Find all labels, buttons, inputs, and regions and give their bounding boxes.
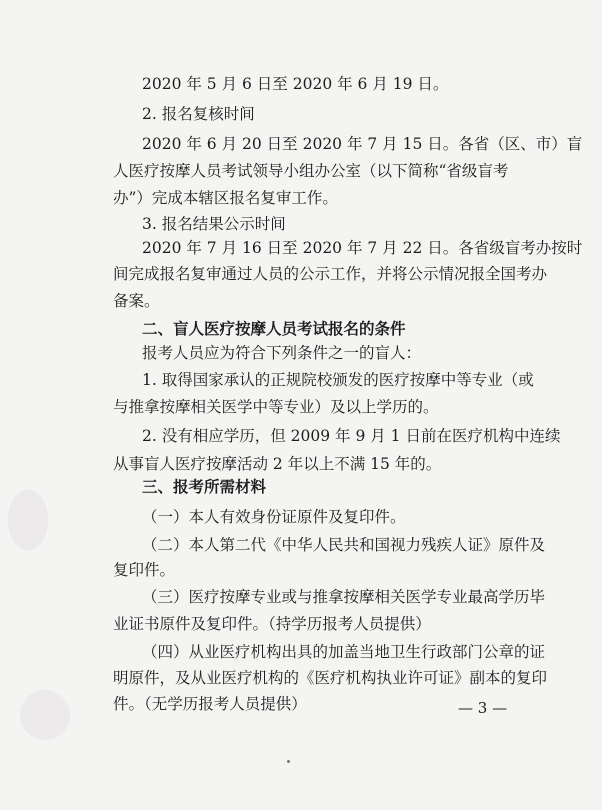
page-number: — 3 — <box>458 699 508 717</box>
text-line: 报考人员应为符合下列条件之一的盲人： <box>142 344 422 362</box>
scan-smudge <box>20 690 70 740</box>
text-line: 从事盲人医疗按摩活动 2 年以上不满 15 年的。 <box>113 455 442 473</box>
text-line: （三）医疗按摩专业或与推拿按摩相关医学专业最高学历毕 <box>142 588 546 606</box>
text-line: 间完成报名复审通过人员的公示工作，并将公示情况报全国考办 <box>113 265 548 283</box>
text-line: 备案。 <box>113 292 160 310</box>
scan-speck <box>287 760 290 763</box>
section-heading: 三、报考所需材料 <box>142 478 267 496</box>
text-line: 2. 没有相应学历，但 2009 年 9 月 1 日前在医疗机构中连续 <box>142 427 561 445</box>
text-line: （二）本人第二代《中华人民共和国视力残疾人证》原件及 <box>142 536 546 554</box>
text-line: 明原件，及从业医疗机构的《医疗机构执业许可证》副本的复印 <box>113 669 548 687</box>
text-line: （一）本人有效身份证原件及复印件。 <box>142 508 406 526</box>
text-line: 2020 年 7 月 16 日至 2020 年 7 月 22 日。各省级盲考办按时 <box>142 239 583 257</box>
text-line: 业证书原件及复印件。（持学历报考人员提供） <box>113 615 431 633</box>
text-line: 办”）完成本辖区报名复审工作。 <box>113 189 338 207</box>
text-line: 与推拿按摩相关医学中等专业）及以上学历的。 <box>113 398 439 416</box>
subheading-line: 3. 报名结果公示时间 <box>142 215 286 233</box>
subheading-line: 2. 报名复核时间 <box>142 105 255 123</box>
text-line: 件。（无学历报考人员提供） <box>113 695 307 713</box>
text-line: （四）从业医疗机构出具的加盖当地卫生行政部门公章的证 <box>142 643 546 661</box>
scan-smudge <box>8 490 48 550</box>
text-line: 2020 年 5 月 6 日至 2020 年 6 月 19 日。 <box>142 75 449 93</box>
text-line: 1. 取得国家承认的正规院校颁发的医疗按摩中等专业（或 <box>142 371 534 389</box>
section-heading: 二、盲人医疗按摩人员考试报名的条件 <box>142 320 406 338</box>
text-line: 复印件。 <box>113 561 176 579</box>
text-line: 人医疗按摩人员考试领导小组办公室（以下简称“省级盲考 <box>113 162 509 180</box>
text-line: 2020 年 6 月 20 日至 2020 年 7 月 15 日。各省（区、市）盲 <box>142 135 583 153</box>
